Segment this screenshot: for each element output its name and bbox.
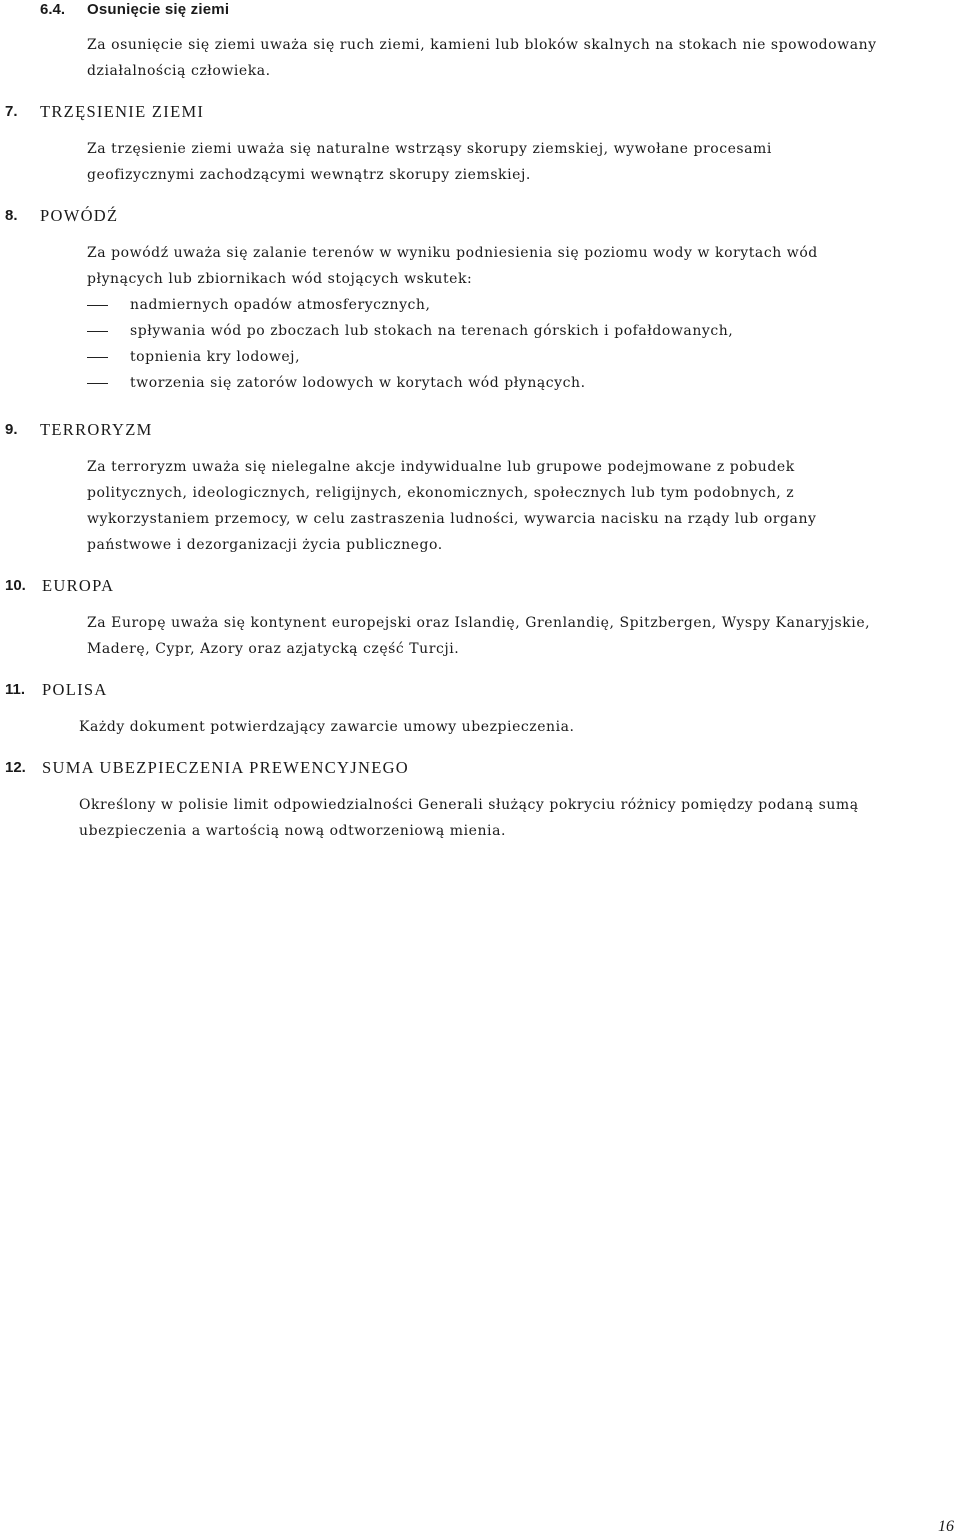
paragraph-line: Za Europę uważa się kontynent europejski oraz Islandię, Grenlandię, Spitzbergen, Wyspy Kanaryjskie, <box>87 615 871 631</box>
bullet-dash <box>87 331 108 332</box>
section-title: POLISA <box>42 680 108 699</box>
bullet-item: spływania wód po zboczach lub stokach na terenach górskich i pofałdowanych, <box>130 323 734 339</box>
paragraph-line: geofizycznymi zachodzącymi wewnątrz skorupy ziemskiej. <box>87 167 531 183</box>
section-number: 11. <box>5 681 26 698</box>
section-title: SUMA UBEZPIECZENIA PREWENCYJNEGO <box>42 758 410 777</box>
paragraph-line: ubezpieczenia a wartością nową odtworzeniową mienia. <box>79 823 506 839</box>
paragraph-line: płynących lub zbiornikach wód stojących wskutek: <box>87 271 473 287</box>
bullet-dash <box>87 383 108 384</box>
section-number: 8. <box>5 207 18 224</box>
bullet-item: nadmiernych opadów atmosferycznych, <box>130 297 431 313</box>
section-title: Osunięcie się ziemi <box>87 1 230 18</box>
section-title: TERRORYZM <box>40 420 153 439</box>
section-title: TRZĘSIENIE ZIEMI <box>40 102 205 121</box>
bullet-dash <box>87 357 108 358</box>
section-number: 6.4. <box>40 1 66 18</box>
section-number: 9. <box>5 421 18 438</box>
bullet-item: topnienia kry lodowej, <box>130 349 301 365</box>
paragraph-line: wykorzystaniem przemocy, w celu zastraszenia ludności, wywarcia nacisku na rządy lub organy <box>87 511 817 527</box>
section-number: 12. <box>5 759 26 776</box>
bullet-item: tworzenia się zatorów lodowych w korytach wód płynących. <box>130 375 586 391</box>
paragraph-line: Określony w polisie limit odpowiedzialności Generali służący pokryciu różnicy pomiędzy podaną sumą <box>79 797 859 813</box>
section-title: EUROPA <box>42 576 115 595</box>
paragraph-line: Za powódź uważa się zalanie terenów w wyniku podniesienia się poziomu wody w korytach wód <box>87 245 818 261</box>
paragraph-line: państwowe i dezorganizacji życia publicznego. <box>87 537 443 553</box>
paragraph-line: Każdy dokument potwierdzający zawarcie umowy ubezpieczenia. <box>79 719 575 735</box>
paragraph-line: Za terroryzm uważa się nielegalne akcje indywidualne lub grupowe podejmowane z pobudek <box>87 459 795 475</box>
paragraph-line: Za osunięcie się ziemi uważa się ruch ziemi, kamieni lub bloków skalnych na stokach nie spowodowany <box>87 37 877 53</box>
page-number: 16 <box>938 1518 954 1535</box>
paragraph-line: działalnością człowieka. <box>87 63 271 79</box>
paragraph-line: Za trzęsienie ziemi uważa się naturalne wstrząsy skorupy ziemskiej, wywołane procesami <box>87 141 772 157</box>
section-number: 10. <box>5 577 26 594</box>
section-title: POWÓDŹ <box>40 206 119 225</box>
bullet-dash <box>87 305 108 306</box>
section-number: 7. <box>5 103 18 120</box>
paragraph-line: politycznych, ideologicznych, religijnych, ekonomicznych, społecznych lub tym podobnych, z <box>87 485 795 501</box>
paragraph-line: Maderę, Cypr, Azory oraz azjatycką część Turcji. <box>87 641 460 657</box>
